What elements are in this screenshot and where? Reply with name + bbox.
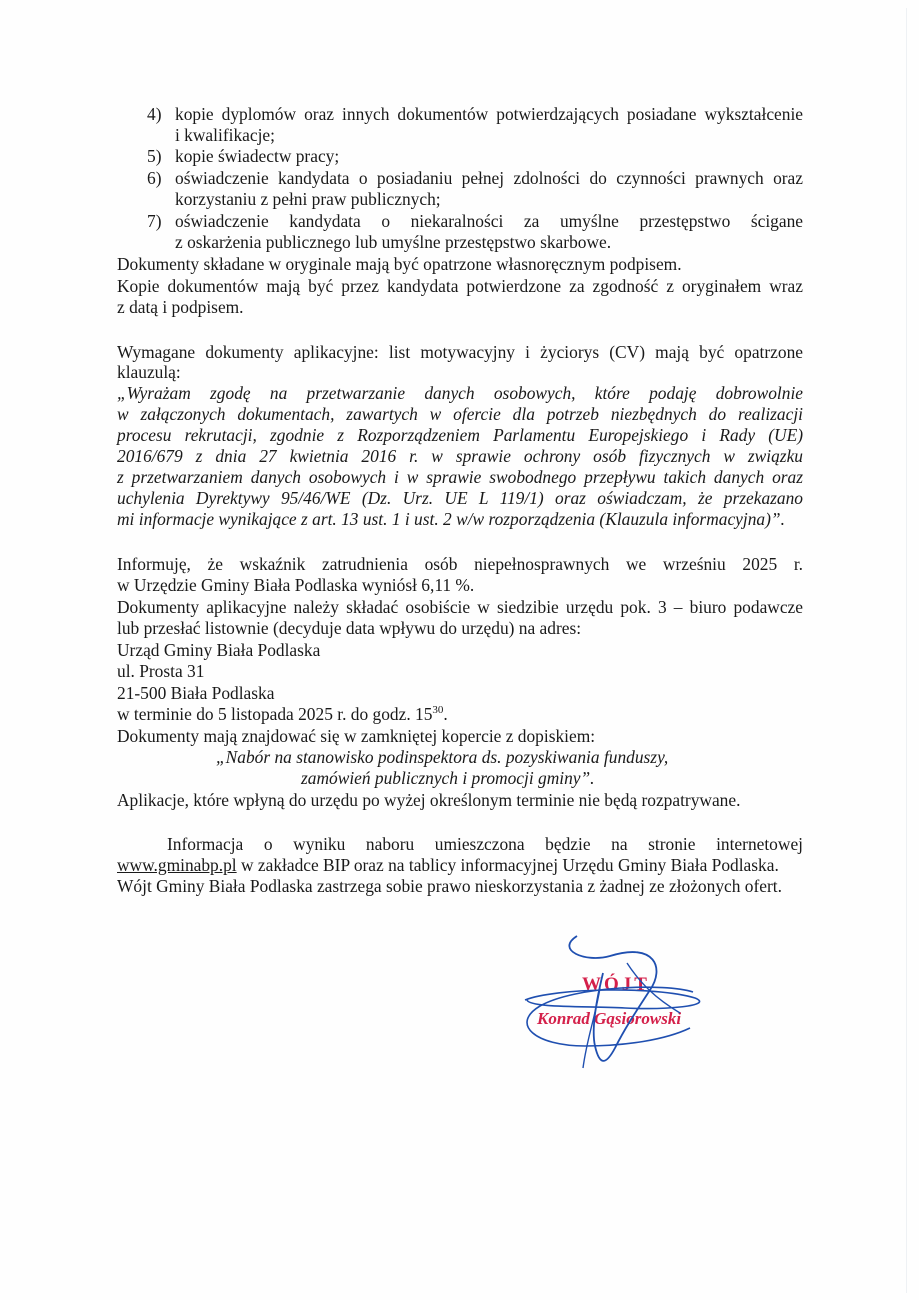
list-number: 7)	[147, 211, 162, 231]
list-item-text: kopie dyplomów oraz innych dokumentów potwierdzających posiadane wykształcenie	[175, 104, 803, 124]
clause-text: 2016/679 z dnia 27 kwietnia 2016 r. w sprawie ochrony osób fizycznych w związku	[117, 446, 803, 466]
submission-info: lub przesłać listownie (decyduje data wpływu do urzędu) na adres:	[117, 618, 582, 638]
submission-info: Dokumenty aplikacyjne należy składać osobiście w siedzibie urzędu pok. 3 – biuro podawcze	[117, 597, 803, 617]
clause-text: uchylenia Dyrektywy 95/46/WE (Dz. Urz. UE L 119/1) oraz oświadczam, że przekazano	[117, 488, 803, 508]
clause-intro: Wymagane dokumenty aplikacyjne: list motywacyjny i życiorys (CV) mają być opatrzone	[117, 342, 803, 362]
scan-edge-line	[906, 8, 907, 1293]
envelope-note: Dokumenty mają znajdować się w zamkniętej kopercie z dopiskiem:	[117, 726, 596, 746]
stamp-name: Konrad Gąsiorowski	[537, 1009, 682, 1028]
deadline-suffix: .	[443, 704, 448, 724]
handwritten-signature	[515, 928, 715, 1073]
clause-text: mi informacje wynikające z art. 13 ust. 1 i ust. 2 w/w rozporządzenia (Klauzula informacyjna)”.	[117, 509, 785, 529]
copies-note: Kopie dokumentów mają być przez kandydata potwierdzone za zgodność z oryginałem wraz	[117, 276, 803, 296]
clause-text: „Wyrażam zgodę na przetwarzanie danych osobowych, które podaję dobrowolnie	[117, 383, 803, 403]
stamp-title: WÓJT	[582, 974, 650, 995]
address-line: ul. Prosta 31	[117, 661, 205, 681]
deadline-minutes: 30	[432, 704, 444, 716]
list-item-text: oświadczenie kandydata o posiadaniu pełnej zdolności do czynności prawnych oraz	[175, 168, 803, 188]
clause-text: procesu rekrutacji, zgodnie z Rozporządzeniem Parlamentu Europejskiego i Rady (UE)	[117, 425, 803, 445]
clause-intro: klauzulą:	[117, 362, 181, 382]
originals-note: Dokumenty składane w oryginale mają być opatrzone własnoręcznym podpisem.	[117, 254, 682, 274]
list-item-text: korzystaniu z pełni praw publicznych;	[175, 189, 441, 209]
clause-text: z przetwarzaniem danych osobowych i w sprawie swobodnego przepływu takich danych oraz	[117, 467, 803, 487]
clause-text: w załączonych dokumentach, zawartych w ofercie dla potrzeb niezbędnych do realizacji	[117, 404, 803, 424]
signature-stroke	[527, 987, 693, 1046]
address-line: 21-500 Biała Podlaska	[117, 683, 275, 703]
copies-note: z datą i podpisem.	[117, 297, 244, 317]
address-line: Urząd Gminy Biała Podlaska	[117, 640, 321, 660]
results-info-rest: w zakładce BIP oraz na tablicy informacyjnej Urzędu Gminy Biała Podlaska.	[236, 855, 779, 875]
deadline-text: w terminie do 5 listopada 2025 r. do godz. 15	[117, 704, 433, 724]
envelope-label: zamówień publicznych i promocji gminy”.	[301, 768, 595, 788]
list-item-text: oświadczenie kandydata o niekaralności za umyślne przestępstwo ścigane	[175, 211, 803, 231]
envelope-label: „Nabór na stanowisko podinspektora ds. pozyskiwania funduszy,	[216, 747, 669, 767]
late-note: Aplikacje, które wpłyną do urzędu po wyżej określonym terminie nie będą rozpatrywane.	[117, 790, 741, 810]
website-link[interactable]: www.gminabp.pl	[117, 855, 237, 875]
list-item-text: i kwalifikacje;	[175, 125, 275, 145]
results-info: Informacja o wyniku naboru umieszczona będzie na stronie internetowej	[167, 834, 803, 854]
list-number: 5)	[147, 146, 162, 166]
signature-stroke	[525, 990, 700, 1009]
list-item-text: z oskarżenia publicznego lub umyślne przestępstwo skarbowe.	[175, 232, 612, 252]
results-info	[117, 855, 779, 875]
deadline	[117, 704, 448, 724]
list-number: 6)	[147, 168, 162, 188]
employment-info: Informuję, że wskaźnik zatrudnienia osób niepełnosprawnych we wrześniu 2025 r.	[117, 554, 803, 574]
reservation-note: Wójt Gminy Biała Podlaska zastrzega sobie prawo nieskorzystania z żadnej ze złożonych ofert.	[117, 876, 782, 896]
list-item-text: kopie świadectw pracy;	[175, 146, 340, 166]
employment-info: w Urzędzie Gminy Biała Podlaska wyniósł 6,11 %.	[117, 575, 475, 595]
list-number: 4)	[147, 104, 162, 124]
